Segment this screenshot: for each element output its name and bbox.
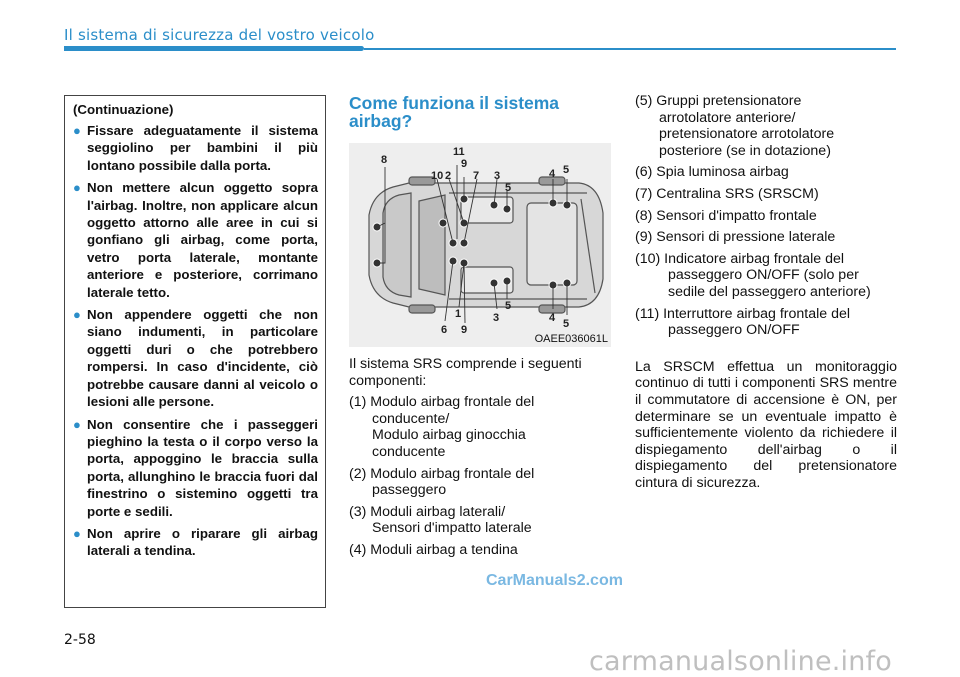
car-airbag-diagram — [349, 143, 611, 347]
list-item: (6) Spia luminosa airbag — [635, 164, 789, 181]
diagram-label: 2 — [445, 170, 452, 182]
components-intro-column — [349, 356, 611, 559]
diagram-label: 8 — [381, 154, 388, 166]
caution-box — [64, 95, 326, 608]
header-rule-thick — [64, 46, 364, 51]
footer-watermark: carmanualsonline.info — [589, 646, 892, 677]
list-item: (9) Sensori di pressione laterale — [635, 229, 836, 246]
diagram-label: 5 — [505, 300, 512, 312]
diagram-label: 3 — [494, 170, 501, 182]
list-item: (5) Gruppi pretensionatore arrotolatore anteriore/ pretensionatore arrotolatore posteriore (se in dotazione) — [635, 93, 835, 159]
list-item: (7) Centralina SRS (SRSCM) — [635, 185, 819, 202]
header-title: Il sistema di sicurezza del vostro veicolo — [64, 26, 375, 44]
bullet-icon: ● — [73, 180, 81, 196]
diagram-label: 5 — [563, 164, 570, 176]
caution-item: ● Non appendere oggetti che non siano indumenti, in particolare oggetti duri o che potrebbero rompersi. In caso d'incidente, ciò potrebbe causare danni al veicolo o lesioni alle persone. — [73, 307, 318, 410]
header-rule-thin — [364, 48, 896, 50]
bullet-icon: ● — [73, 123, 81, 138]
diagram-label: 4 — [549, 168, 556, 180]
diagram-label: 7 — [473, 170, 480, 182]
list-item: (3) Moduli airbag laterali/ Sensori d'impatto laterale — [349, 503, 532, 537]
figure-code: OAEE036061L — [534, 333, 608, 345]
diagram-label: 1 — [455, 308, 462, 320]
caution-item: ● Non mettere alcun oggetto sopra l'airbag. Inoltre, non applicare alcun oggetto attorno alle aree in cui si gonfiano gli airbag, come porta, vetro porta laterale, montante anteriore e posteriore, corrimano laterale tetto. — [73, 180, 318, 300]
section-title: Come funziona il sistema airbag? — [349, 93, 560, 131]
watermark: CarManuals2.com — [486, 572, 623, 589]
bullet-icon: ● — [73, 416, 81, 432]
page-number: 2-58 — [64, 632, 96, 648]
caution-item: ● Fissare adeguatamente il sistema seggiolino per bambini il più lontano possibile dalla porta. — [73, 123, 318, 173]
caution-heading: (Continuazione) — [73, 102, 174, 117]
list-item: (11) Interruttore airbag frontale del passeggero ON/OFF — [635, 305, 851, 339]
components-intro: Il sistema SRS comprende i seguenti componenti: — [349, 356, 582, 389]
diagram-label: 11 — [453, 146, 465, 158]
diagram-label: 10 — [431, 170, 444, 182]
srscm-paragraph: La SRSCM effettua un monitoraggio continuo di tutti i componenti SRS mentre il commutatore di accensione è ON, per determinare se un eventuale impatto è sufficientemente violento da richiedere il dispiegamento dell'airbag o il dispiegamento del pretensionatore cintura di sicurezza. — [635, 358, 897, 491]
diagram-label: 9 — [461, 158, 468, 170]
bullet-icon: ● — [73, 307, 81, 323]
diagram-label: 5 — [505, 182, 512, 194]
caution-item: ● Non consentire che i passeggeri pieghino la testa o il corpo verso la porta, appoggino le braccia sulla porta, allunghino le braccia fuori dal finestrino o sistemino oggetti tra porte e sedili. — [73, 416, 318, 519]
list-item: (2) Modulo airbag frontale del passeggero — [349, 465, 535, 499]
diagram-label: 4 — [549, 312, 556, 324]
airbag-diagram — [349, 143, 611, 347]
diagram-label: 5 — [563, 318, 570, 330]
components-list-column — [635, 93, 897, 491]
diagram-label: 3 — [493, 312, 500, 324]
bullet-icon: ● — [73, 525, 81, 541]
list-item: (4) Moduli airbag a tendina — [349, 541, 518, 558]
diagram-label: 6 — [441, 324, 448, 336]
list-item: (8) Sensori d'impatto frontale — [635, 207, 817, 224]
list-item: (10) Indicatore airbag frontale del passeggero ON/OFF (solo per sedile del passeggero anteriore) — [635, 250, 871, 300]
caution-item: ● Non aprire o riparare gli airbag laterali a tendina. — [73, 525, 318, 559]
diagram-label: 9 — [461, 324, 468, 336]
list-item: (1) Modulo airbag frontale del conducente/ Modulo airbag ginocchia conducente — [349, 394, 535, 460]
